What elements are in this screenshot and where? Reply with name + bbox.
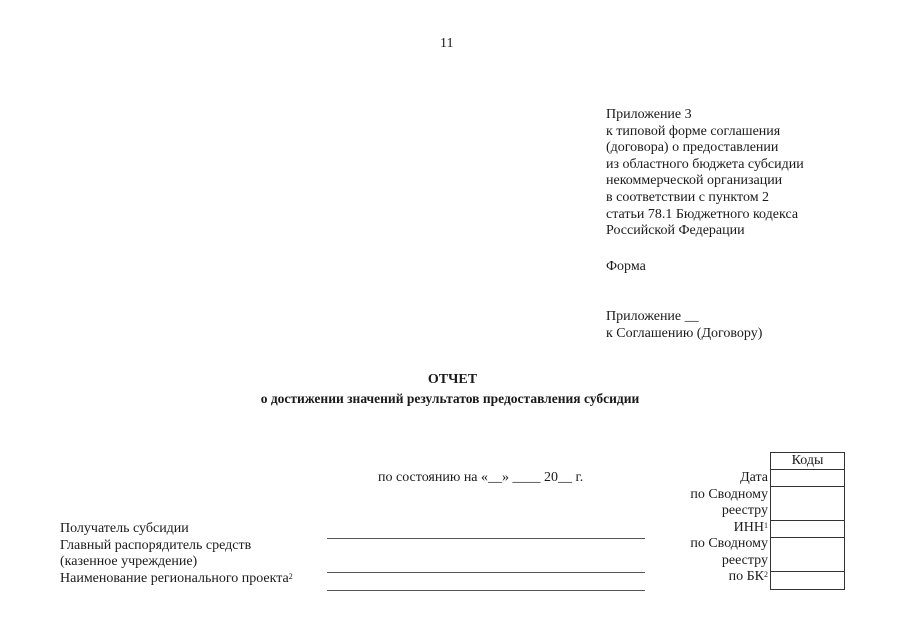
appendix-note — [606, 107, 896, 240]
appendix-line: из областного бюджета субсидии — [606, 156, 804, 172]
code-label-svod-reestr-1b: реестру — [721, 503, 768, 518]
code-cell-date[interactable] — [771, 469, 844, 487]
regional-project-field-line[interactable] — [327, 590, 645, 591]
report-fields — [60, 521, 293, 587]
annex-line-2: к Соглашению (Договору) — [606, 326, 763, 341]
recipient-field-line[interactable] — [327, 538, 645, 539]
report-title: ОТЧЕТ — [427, 372, 478, 387]
appendix-line: Российской Федерации — [606, 223, 745, 239]
field-label-main-manager-a: Главный распорядитель средств — [60, 537, 252, 553]
code-label-svod-reestr-2a: по Сводному — [690, 536, 768, 551]
codes-table — [770, 469, 845, 590]
report-date-line: по состоянию на «__» ____ 20__ г. — [378, 470, 584, 485]
appendix-line: статьи 78.1 Бюджетного кодекса — [606, 206, 799, 222]
footnote-mark: 2 — [764, 570, 768, 579]
codes-header: Коды — [770, 452, 845, 470]
appendix-line: в соответствии с пунктом 2 — [606, 189, 770, 205]
code-label-bk: по БК — [728, 569, 764, 584]
appendix-line: (договора) о предоставлении — [606, 140, 779, 156]
appendix-line: к типовой форме соглашения — [606, 123, 781, 139]
code-cell-bk[interactable] — [771, 572, 844, 589]
code-label-svod-reestr-1a: по Сводному — [690, 486, 768, 502]
report-subtitle: о достижении значений результатов предоставления субсидии — [260, 391, 640, 406]
appendix-line: некоммерческой организации — [606, 173, 783, 189]
appendix-line: Приложение 3 — [606, 107, 692, 122]
codes-labels — [690, 470, 768, 586]
field-label-regional-project-row — [60, 571, 293, 588]
field-label-regional-project: Наименование регионального проекта — [60, 570, 289, 586]
page-number: 11 — [440, 36, 454, 51]
form-label: Форма — [606, 259, 646, 274]
code-label-inn-row — [690, 520, 768, 537]
annex-line-1: Приложение __ — [606, 309, 699, 324]
code-label-svod-reestr-2b: реестру — [721, 552, 768, 568]
code-label-bk-row — [690, 569, 768, 586]
code-cell-svod-reestr-1[interactable] — [771, 487, 844, 521]
code-label-inn: ИНН — [733, 519, 764, 535]
field-label-recipient: Получатель субсидии — [60, 521, 189, 536]
code-label-date: Дата — [740, 470, 768, 485]
main-manager-field-line[interactable] — [327, 572, 645, 573]
annex-note — [606, 308, 762, 342]
code-cell-inn[interactable] — [771, 521, 844, 538]
footnote-mark: 1 — [764, 520, 768, 530]
field-label-main-manager-b: (казенное учреждение) — [60, 554, 198, 569]
footnote-mark: 2 — [288, 571, 293, 581]
code-cell-svod-reestr-2[interactable] — [771, 538, 844, 572]
